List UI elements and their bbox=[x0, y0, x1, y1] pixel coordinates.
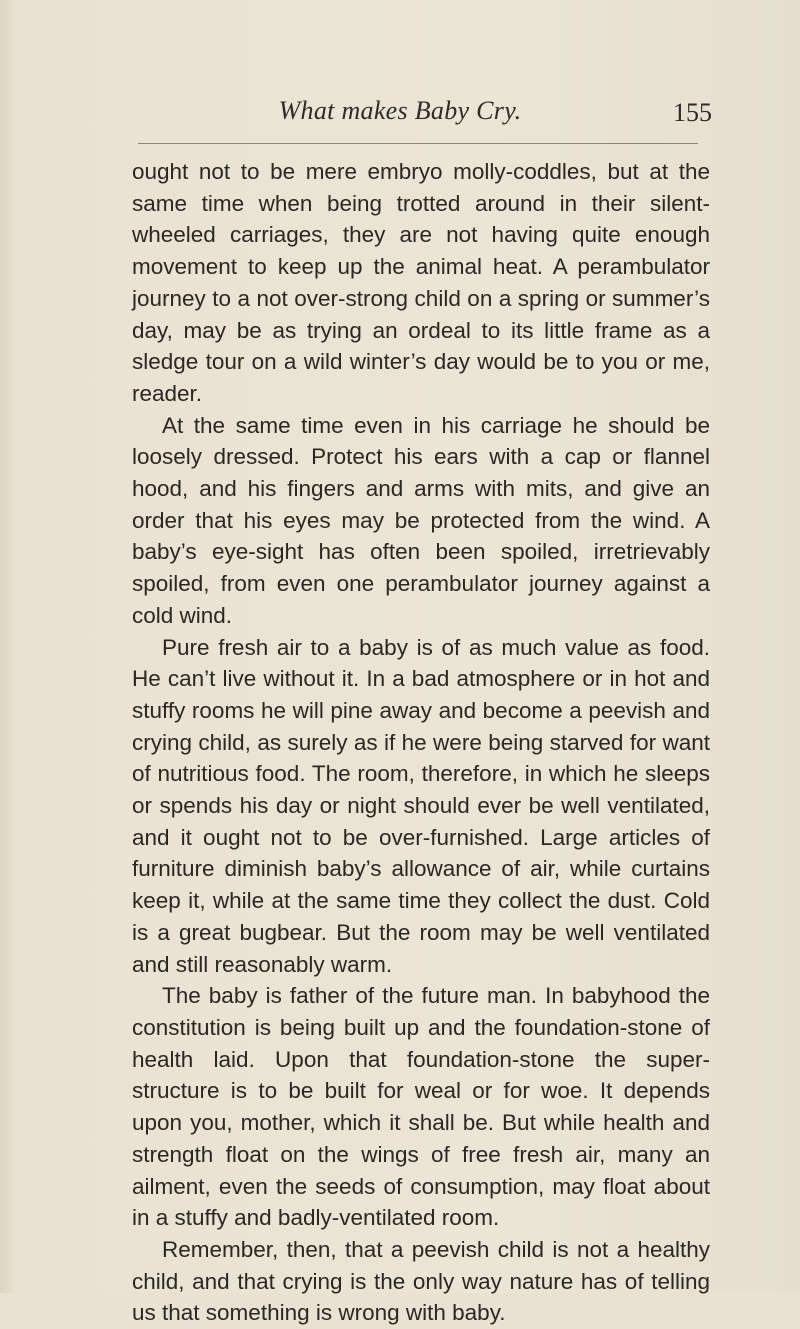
paragraph-1: ought not to be mere embryo molly-coddles, but at the same time when being trotted around in their silent-wheeled carriages, they are not having quite enough movement to keep up the animal heat. A perambulator journey to a not over-strong child on a spring or summer’s day, may be as trying an ordeal to its little frame as a sledge tour on a wild winter’s day would be to you or me, reader. bbox=[132, 159, 710, 406]
paragraph-4: The baby is father of the future man. In babyhood the constitution is being built up and the foundation-stone of health laid. Upon that foundation-stone the super-structure is to be built for weal or for woe. It depends upon you, mother, which it shall be. But while health and strength float on the wings of free fresh air, many an ailment, even the seeds of consumption, may float about in a stuffy and badly-ventilated room. bbox=[132, 983, 710, 1231]
running-head bbox=[0, 96, 800, 136]
paragraph-2: At the same time even in his carriage he should be loosely dressed. Protect his ears with a cap or flannel hood, and his fingers and arms with mits, and give an order that his eyes may be protected from the wind. A baby’s eye-sight has often been spoiled, irretrievably spoiled, from even one perambulator journey against a cold wind. bbox=[132, 412, 710, 628]
body-text bbox=[132, 156, 710, 1329]
running-title: What makes Baby Cry. bbox=[278, 96, 522, 125]
paragraph-3: Pure fresh air to a baby is of as much value as food. He can’t live without it. In a bad atmosphere or in hot and stuffy rooms he will pine away and become a peevish and crying child, as surely as if he were being starved for want of nutritious food. The room, therefore, in which he sleeps or spends his day or night should ever be well ventilated, and it ought not to be over-furnished. Large articles of furniture diminish baby’s allowance of air, while curtains keep it, while at the same time they collect the dust. Cold is a great bugbear. But the room may be well ventilated and still reasonably warm. bbox=[132, 634, 710, 977]
paragraph-5: Remember, then, that a peevish child is not a healthy child, and that crying is the only way nature has of telling us that something is wrong with baby. bbox=[132, 1236, 710, 1326]
header-rule bbox=[138, 143, 698, 144]
page-number: 155 bbox=[673, 98, 712, 127]
